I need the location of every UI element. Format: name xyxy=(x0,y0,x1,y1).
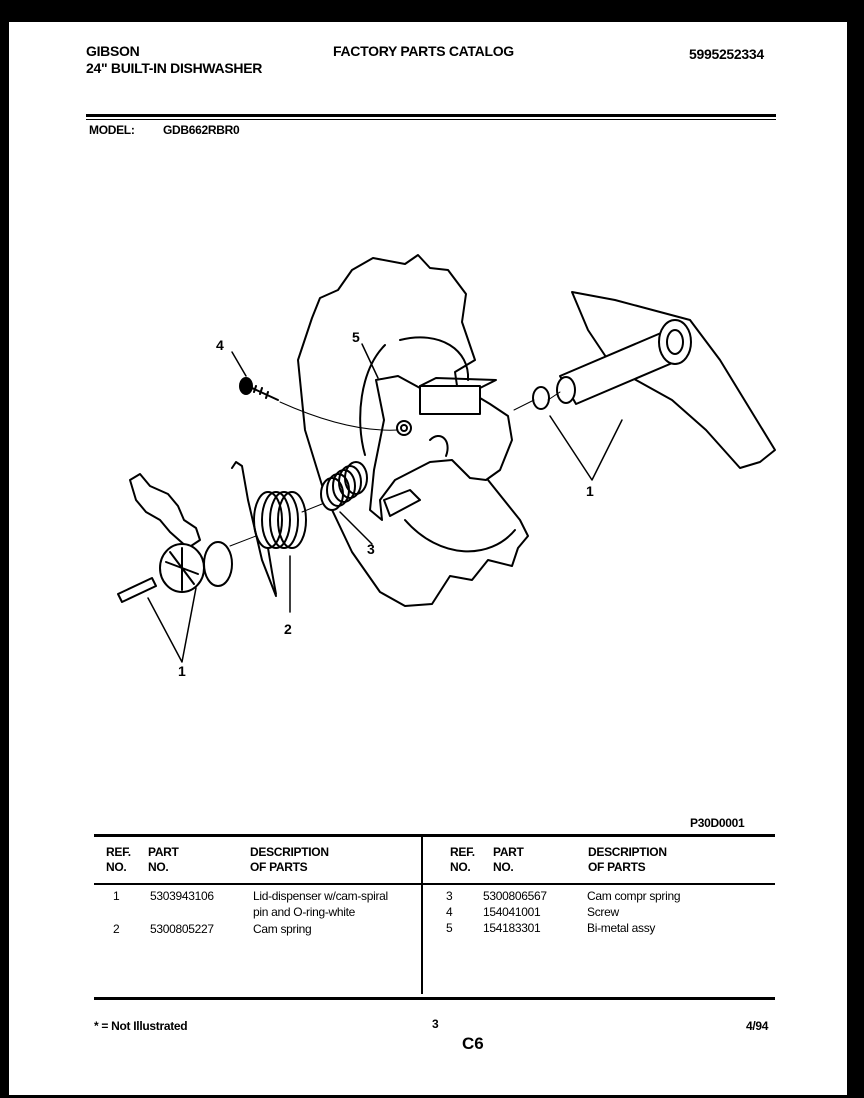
col-ref-right: REF. xyxy=(450,845,475,859)
callout-4: 4 xyxy=(216,337,224,353)
table-header-rule xyxy=(94,883,775,885)
figure-code: P30D0001 xyxy=(690,816,745,830)
table-bottom-rule xyxy=(94,997,775,1000)
callout-1-right: 1 xyxy=(586,483,594,499)
brand-name: GIBSON xyxy=(86,43,140,59)
spiral-pin xyxy=(118,578,156,602)
catalog-title: FACTORY PARTS CATALOG xyxy=(333,43,514,59)
table-row-desc: Screw xyxy=(587,905,619,919)
col-ref-left: REF. xyxy=(106,845,131,859)
table-row-ref: 3 xyxy=(446,889,453,903)
table-row-part: 154183301 xyxy=(483,921,541,935)
table-row-ref: 5 xyxy=(446,921,453,935)
col-ref-left-2: NO. xyxy=(106,860,127,874)
col-part-left-2: NO. xyxy=(148,860,169,874)
model-label: MODEL: xyxy=(89,123,135,137)
table-row-ref: 4 xyxy=(446,905,453,919)
col-ref-right-2: NO. xyxy=(450,860,471,874)
table-row-ref: 2 xyxy=(113,922,120,936)
model-value: GDB662RBR0 xyxy=(163,123,240,137)
not-illustrated-note: * = Not Illustrated xyxy=(94,1019,188,1033)
product-name: 24" BUILT-IN DISHWASHER xyxy=(86,60,263,76)
table-row-part: 154041001 xyxy=(483,905,541,919)
catalog-date: 4/94 xyxy=(746,1019,769,1033)
col-desc-left-2: OF PARTS xyxy=(250,860,308,874)
table-row-ref: 1 xyxy=(113,889,120,903)
page-number: 3 xyxy=(432,1017,439,1031)
page-code: C6 xyxy=(462,1034,484,1053)
table-row-part: 5300806567 xyxy=(483,889,547,903)
table-row-desc: Cam spring xyxy=(253,922,312,936)
col-part-right: PART xyxy=(493,845,524,859)
col-part-right-2: NO. xyxy=(493,860,514,874)
col-part-left: PART xyxy=(148,845,179,859)
table-row-desc-cont: pin and O-ring-white xyxy=(253,905,356,919)
screw-part xyxy=(240,378,278,400)
table-row-part: 5303943106 xyxy=(150,889,214,903)
table-row-desc: Bi-metal assy xyxy=(587,921,656,935)
catalog-number: 5995252334 xyxy=(689,46,764,62)
table-row-desc: Lid-dispenser w/cam-spiral xyxy=(253,889,388,903)
table-top-rule xyxy=(94,834,775,837)
cam-spring xyxy=(232,462,306,596)
col-desc-left: DESCRIPTION xyxy=(250,845,329,859)
callout-5: 5 xyxy=(352,329,360,345)
col-desc-right-2: OF PARTS xyxy=(588,860,646,874)
col-desc-right: DESCRIPTION xyxy=(588,845,667,859)
table-divider xyxy=(421,836,423,994)
callout-3: 3 xyxy=(367,541,375,557)
cam-piece xyxy=(130,474,200,548)
o-ring xyxy=(533,387,549,409)
table-row-part: 5300805227 xyxy=(150,922,214,936)
callout-2: 2 xyxy=(284,621,292,637)
table-row-desc: Cam compr spring xyxy=(587,889,681,903)
callout-1-left: 1 xyxy=(178,663,186,679)
